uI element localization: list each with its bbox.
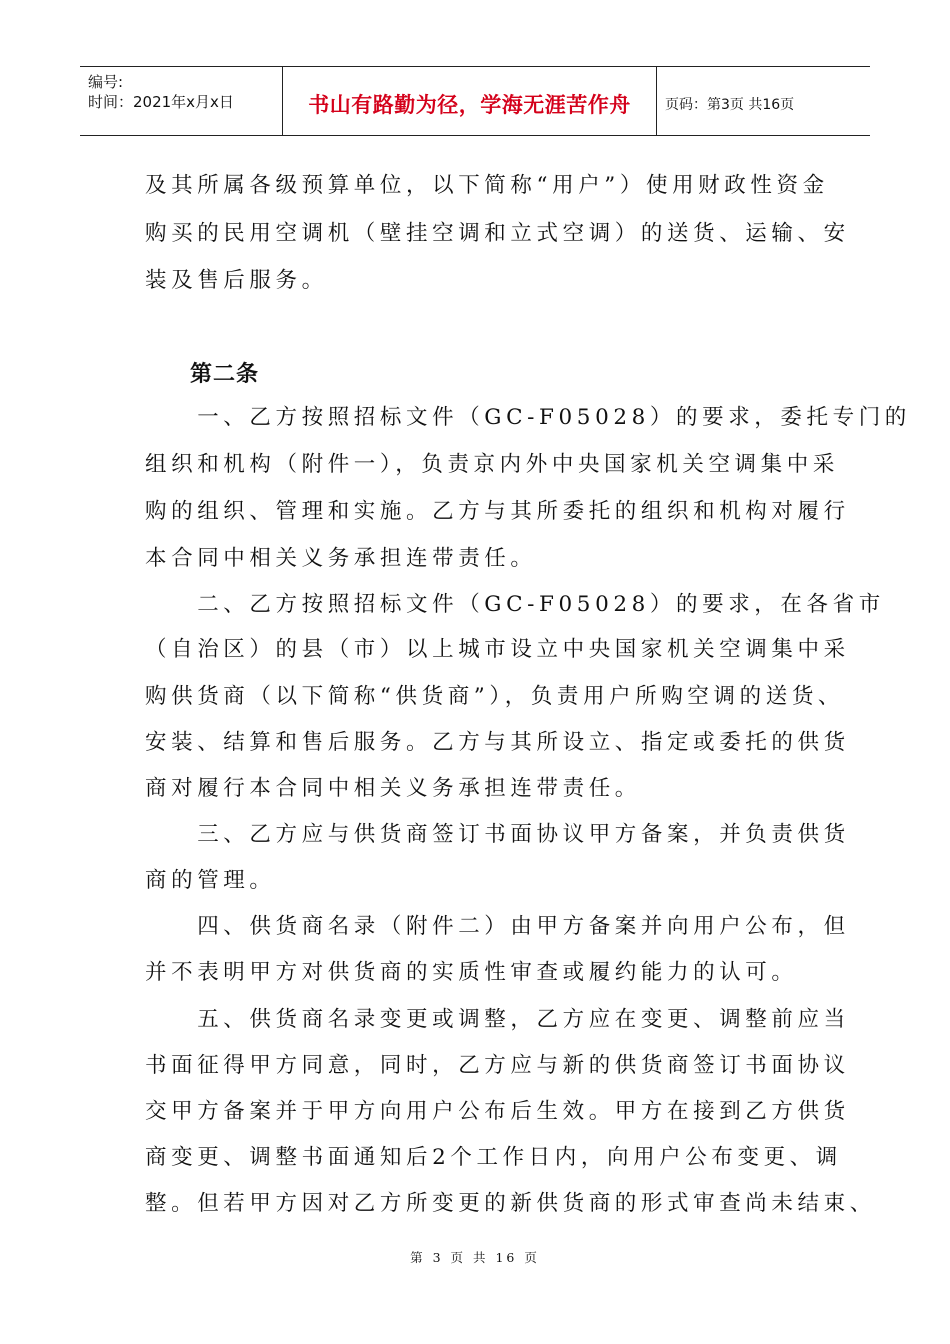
body-line: 五、供货商名录变更或调整，乙方应在变更、调整前应当 [145,1007,850,1032]
body-line: 书面征得甲方同意，同时，乙方应与新的供货商签订书面协议 [145,1053,850,1078]
document-header [80,66,870,136]
page-footer: 第 3 页 共 16 页 [410,1250,540,1265]
body-line: 并不表明甲方对供货商的实质性审查或履约能力的认可。 [145,960,798,985]
body-line: 四、供货商名录（附件二）由甲方备案并向用户公布，但 [145,914,850,939]
body-line: 三、乙方应与供货商签订书面协议甲方备案，并负责供货 [145,822,850,847]
body-line: 购供货商（以下简称“供货商”），负责用户所购空调的送货、 [145,684,845,709]
header-meta [80,67,283,135]
header-motto: 书山有路勤为径，学海无涯苦作舟 [283,67,657,135]
body-line: 及其所属各级预算单位，以下简称“用户”）使用财政性资金 [145,173,829,198]
document-number-label: 编号: [88,73,124,91]
header-page-info: 页码：第3页 共16页 [665,97,795,113]
body-line: 整。但若甲方因对乙方所变更的新供货商的形式审查尚未结束、 [145,1191,876,1216]
body-line: 一、乙方按照招标文件（GC-F05028）的要求，委托专门的 [145,405,911,430]
body-line: 商的管理。 [145,868,276,893]
body-line: 二、乙方按照招标文件（GC-F05028）的要求，在各省市 [145,592,885,617]
section-heading: 第二条 [190,362,260,387]
document-time: 时间：2021年x月x日 [88,93,234,111]
body-line: 交甲方备案并于甲方向用户公布后生效。甲方在接到乙方供货 [145,1099,850,1124]
body-line: 商变更、调整书面通知后2个工作日内，向用户公布变更、调 [145,1145,842,1170]
body-line: 本合同中相关义务承担连带责任。 [145,546,537,571]
body-line: 商对履行本合同中相关义务承担连带责任。 [145,776,641,801]
body-line: 装及售后服务。 [145,268,328,293]
body-line: （自治区）的县（市）以上城市设立中央国家机关空调集中采 [145,637,850,662]
body-line: 安装、结算和售后服务。乙方与其所设立、指定或委托的供货 [145,730,850,755]
body-line: 购买的民用空调机（壁挂空调和立式空调）的送货、运输、安 [145,221,850,246]
body-line: 组织和机构（附件一），负责京内外中央国家机关空调集中采 [145,452,839,477]
body-line: 购的组织、管理和实施。乙方与其所委托的组织和机构对履行 [145,499,850,524]
